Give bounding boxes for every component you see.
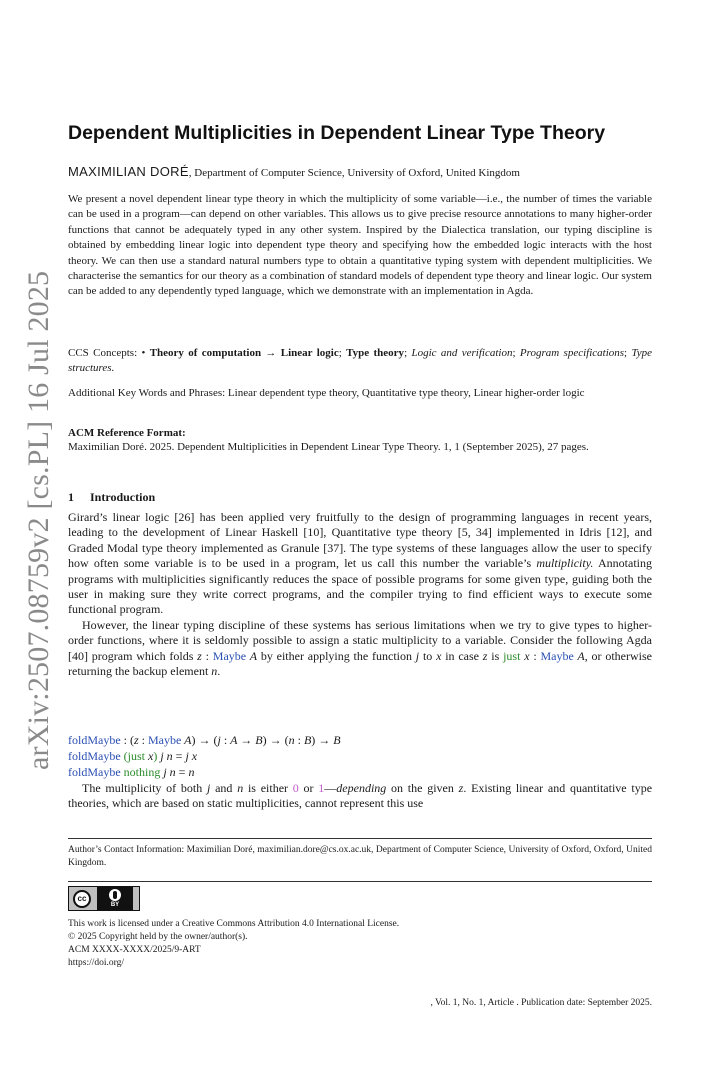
code-punct: : bbox=[138, 733, 149, 747]
text-run: is bbox=[487, 648, 504, 663]
var-A: A bbox=[573, 648, 585, 663]
code-punct: = bbox=[172, 749, 186, 763]
paper-title: Dependent Multiplicities in Dependent Linear Type Theory bbox=[68, 122, 606, 144]
code-punct: : ( bbox=[120, 733, 134, 747]
type-maybe: Maybe bbox=[540, 648, 574, 663]
code-punct: = bbox=[175, 765, 189, 779]
acm-reference-text: Maximilian Doré. 2025. Dependent Multiplicities in Dependent Linear Type Theory. 1, 1 (September 2025), 27 pages. bbox=[68, 441, 589, 453]
code-line-2 bbox=[68, 748, 652, 764]
var-j: j bbox=[207, 781, 211, 795]
ccs-sep: ; bbox=[404, 347, 412, 359]
by-icon bbox=[97, 887, 133, 910]
code-punct: : bbox=[294, 733, 304, 747]
fn-foldMaybe: foldMaybe bbox=[68, 749, 121, 763]
text-run: — bbox=[324, 781, 337, 795]
text-run: is either bbox=[243, 781, 293, 795]
var-j-n: j n bbox=[160, 765, 176, 779]
var-j-n: j n bbox=[160, 749, 173, 763]
var-z: z bbox=[458, 781, 464, 795]
ccs-type-structures: Type structures bbox=[68, 347, 653, 374]
var-x: x bbox=[520, 648, 530, 663]
var-n: n bbox=[211, 664, 218, 679]
code-punct: ) → ( bbox=[262, 733, 289, 747]
doi-link[interactable]: https://doi.org/ bbox=[68, 958, 125, 968]
numeral-zero: 0 bbox=[292, 781, 299, 795]
ccs-logic-verification: Logic and verification bbox=[411, 347, 513, 359]
license-divider bbox=[68, 881, 652, 882]
ccs-linear-logic: Linear logic bbox=[280, 347, 339, 359]
ccs-sep: ; bbox=[624, 347, 632, 359]
var-j: j bbox=[415, 648, 420, 663]
section-number: 1 bbox=[68, 490, 74, 504]
text-run: on the given bbox=[386, 781, 459, 795]
code-block bbox=[68, 732, 652, 780]
ccs-theory-of-computation: Theory of computation bbox=[149, 347, 262, 359]
acm-reference bbox=[68, 426, 652, 454]
section-title: Introduction bbox=[90, 490, 156, 504]
text-run: : bbox=[201, 648, 213, 663]
var-j: j bbox=[217, 733, 221, 747]
ccs-sep: ; bbox=[512, 347, 520, 359]
ccs-program-specifications: Program specifications bbox=[519, 347, 625, 359]
var-z: z bbox=[197, 648, 202, 663]
text-run: in case bbox=[441, 648, 483, 663]
text-run: Girard’s linear logic [26] has been applied very fruitfully to the design of programming languages in recent years, leading to the development of Linear Haskell [10], Quantitative type theory [5, 34] implemented in Idris [12], and Graded Modal type theory implemented as Granule [37]. The type systems of these languages allow the user to specify how often some variable is to be used in a program, let us call this number the variable’s bbox=[68, 510, 652, 571]
type-maybe: Maybe bbox=[148, 733, 182, 747]
ccs-end: . bbox=[111, 362, 115, 374]
cc-icon: cc bbox=[73, 890, 91, 908]
copyright-text: © 2025 Copyright held by the owner/author(s). bbox=[68, 932, 248, 942]
text-run: , or otherwise returning the backup element bbox=[68, 648, 652, 679]
text-run: However, the linear typing discipline of these systems has serious limitations when we try to give types to higher-order functions, where it is seldomly possible to assign a static multiplicity to a variable. Consider the following Agda [40] program which folds bbox=[68, 617, 652, 663]
var-A: A bbox=[181, 733, 192, 747]
text-run: to bbox=[419, 648, 437, 663]
var-n: n bbox=[188, 765, 195, 779]
code-punct: ) → ( bbox=[191, 733, 218, 747]
code-punct: ) → bbox=[311, 733, 334, 747]
var-B: B bbox=[333, 733, 341, 747]
emph-depending: depending bbox=[336, 781, 387, 795]
keywords: Additional Key Words and Phrases: Linear dependent type theory, Quantitative type theory, Linear higher-order logic bbox=[68, 387, 585, 399]
acm-reference-heading: ACM Reference Format: bbox=[68, 427, 186, 439]
fn-foldMaybe: foldMaybe bbox=[68, 733, 121, 747]
var-A: A bbox=[246, 648, 258, 663]
author-name: MAXIMILIAN DORÉ bbox=[68, 164, 189, 179]
ccs-arrow: → bbox=[261, 347, 281, 359]
by-label: BY bbox=[110, 902, 120, 908]
arxiv-sidebar-stamp: arXiv:2507.08759v2 [cs.PL] 16 Jul 2025 bbox=[22, 270, 55, 770]
license-text: This work is licensed under a Creative Commons Attribution 4.0 International License. bbox=[68, 919, 400, 929]
text-run: : bbox=[529, 648, 541, 663]
abstract: We present a novel dependent linear type theory in which the multiplicity of some variable—i.e., the number of times the variable can be used in a program—can depend on other variables. This allows us to give precise resource annotations to many higher-order functions that cannot be adequately typed in any other system. Inspired by the Dialectica translation, our typing discipline is obtained by embedding linear logic into dependent type theory and specifying how the embedded logic interacts with the host theory. We can then use a standard natural numbers type to obtain a quantitative typing system with dependent multiplicities. We characterise the semantics for our theory as a combination of standard models of dependent type theory and linear logic. Our system can be added to any dependently typed language, which we demonstrate with an implementation in Agda. bbox=[68, 193, 652, 298]
var-x: x bbox=[436, 648, 442, 663]
footnote-divider bbox=[68, 838, 652, 839]
code-line-1 bbox=[68, 732, 652, 748]
text-run: and bbox=[210, 781, 238, 795]
intro-paragraph-2 bbox=[68, 618, 652, 680]
ccs-prefix: CCS Concepts: • bbox=[68, 347, 150, 359]
cc-by-license-badge[interactable] bbox=[68, 886, 140, 911]
ctor-just: just bbox=[127, 749, 145, 763]
text-run: Annotating programs with multiplicities significantly reduces the space of possible programs for some given type, guiding both the user in making sure they write correct programs, and the compiler trying to find efficient ways to execute some functional program. bbox=[68, 556, 652, 617]
var-j-x: j x bbox=[185, 749, 198, 763]
author-line bbox=[68, 164, 652, 179]
var-B: B bbox=[303, 733, 312, 747]
text-run: or bbox=[298, 781, 319, 795]
intro-paragraph-3 bbox=[68, 781, 652, 812]
page-footer: , Vol. 1, No. 1, Article . Publication date: September 2025. bbox=[430, 998, 652, 1008]
intro-paragraph-1 bbox=[68, 510, 652, 618]
text-run: by either applying the function bbox=[257, 648, 416, 663]
text-run: . Existing linear and quantitative type theories, which are based on static multiplicities, cannot represent this use bbox=[68, 781, 653, 811]
var-n: n bbox=[237, 781, 244, 795]
intro-body bbox=[68, 510, 652, 679]
var-z: z bbox=[134, 733, 139, 747]
var-x: x bbox=[145, 749, 154, 763]
ccs-type-theory: Type theory bbox=[346, 347, 405, 359]
type-A-to-B: A → B bbox=[230, 733, 263, 747]
section-heading-introduction bbox=[68, 490, 155, 505]
text-run: The multiplicity of both bbox=[82, 781, 207, 795]
text-run: . bbox=[217, 664, 221, 679]
acm-identifier: ACM XXXX-XXXX/2025/9-ART bbox=[68, 945, 201, 955]
author-contact-info: Author’s Contact Information: Maximilian Doré, maximilian.dore@cs.ox.ac.uk, Department of Computer Science, University of Oxford, Oxford, United Kingdom. bbox=[68, 845, 652, 868]
code-punct: ( bbox=[120, 749, 128, 763]
var-z: z bbox=[482, 648, 488, 663]
code-line-3 bbox=[68, 764, 652, 780]
emph-multiplicity: multiplicity. bbox=[536, 556, 594, 571]
type-maybe: Maybe bbox=[212, 648, 247, 663]
author-affiliation: , Department of Computer Science, University of Oxford, United Kingdom bbox=[188, 167, 520, 179]
code-punct: ) bbox=[153, 749, 161, 763]
ccs-sep: ; bbox=[338, 347, 347, 359]
ctor-just: just bbox=[503, 648, 521, 663]
ccs-concepts bbox=[68, 346, 652, 376]
var-n: n bbox=[288, 733, 295, 747]
numeral-one: 1 bbox=[318, 781, 325, 795]
fn-foldMaybe: foldMaybe bbox=[68, 765, 121, 779]
ctor-nothing: nothing bbox=[120, 765, 161, 779]
code-punct: : bbox=[220, 733, 231, 747]
person-icon bbox=[109, 889, 121, 901]
license-block bbox=[68, 918, 652, 970]
